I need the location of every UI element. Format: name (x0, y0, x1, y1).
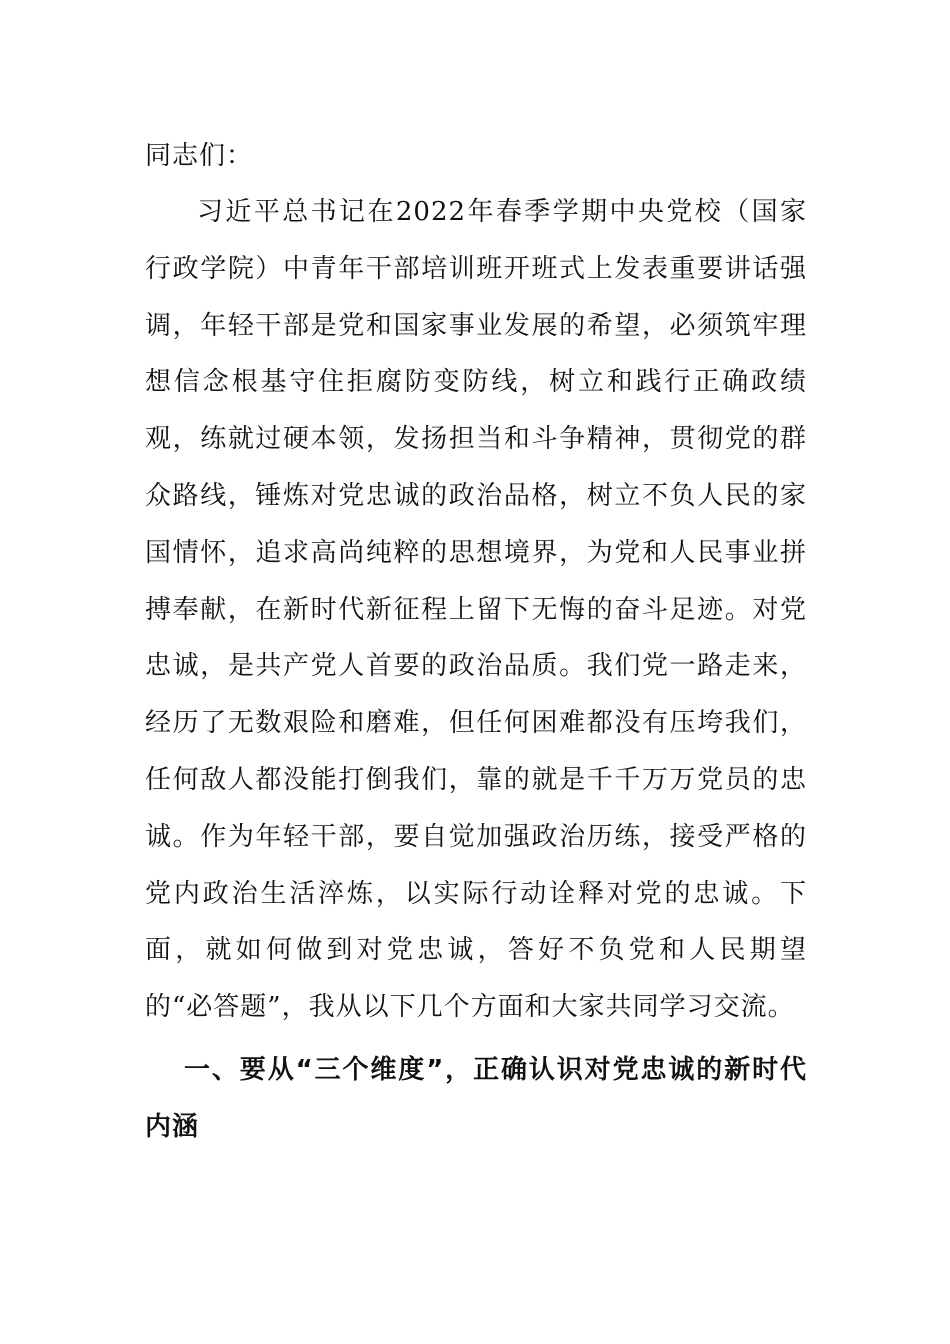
body-paragraph: 习近平总书记在2022年春季学期中央党校（国家行政学院）中青年干部培训班开班式上发表重要讲话强调，年轻干部是党和国家事业发展的希望，必须筑牢理想信念根基守住拒腐防变防线，树立和践行正确政绩观，练就过硬本领，发扬担当和斗争精神，贯彻党的群众路线，锤炼对党忠诚的政治品格，树立不负人民的家国情怀，追求高尚纯粹的思想境界，为党和人民事业拼搏奉献，在新时代新征程上留下无悔的奋斗足迹。对党忠诚，是共产党人首要的政治品质。我们党一路走来，经历了无数艰险和磨难，但任何困难都没有压垮我们，任何敌人都没能打倒我们，靠的就是千千万万党员的忠诚。作为年轻干部，要自觉加强政治历练，接受严格的党内政治生活淬炼，以实际行动诠释对党的忠诚。下面，就如何做到对党忠诚，答好不负党和人民期望的“必答题”，我从以下几个方面和大家共同学习交流。 (145, 197, 807, 1023)
salutation: 同志们： (145, 141, 254, 171)
section-heading: 一、要从“三个维度”，正确认识对党忠诚的新时代内涵 (145, 1054, 807, 1142)
document-body (145, 128, 807, 1156)
